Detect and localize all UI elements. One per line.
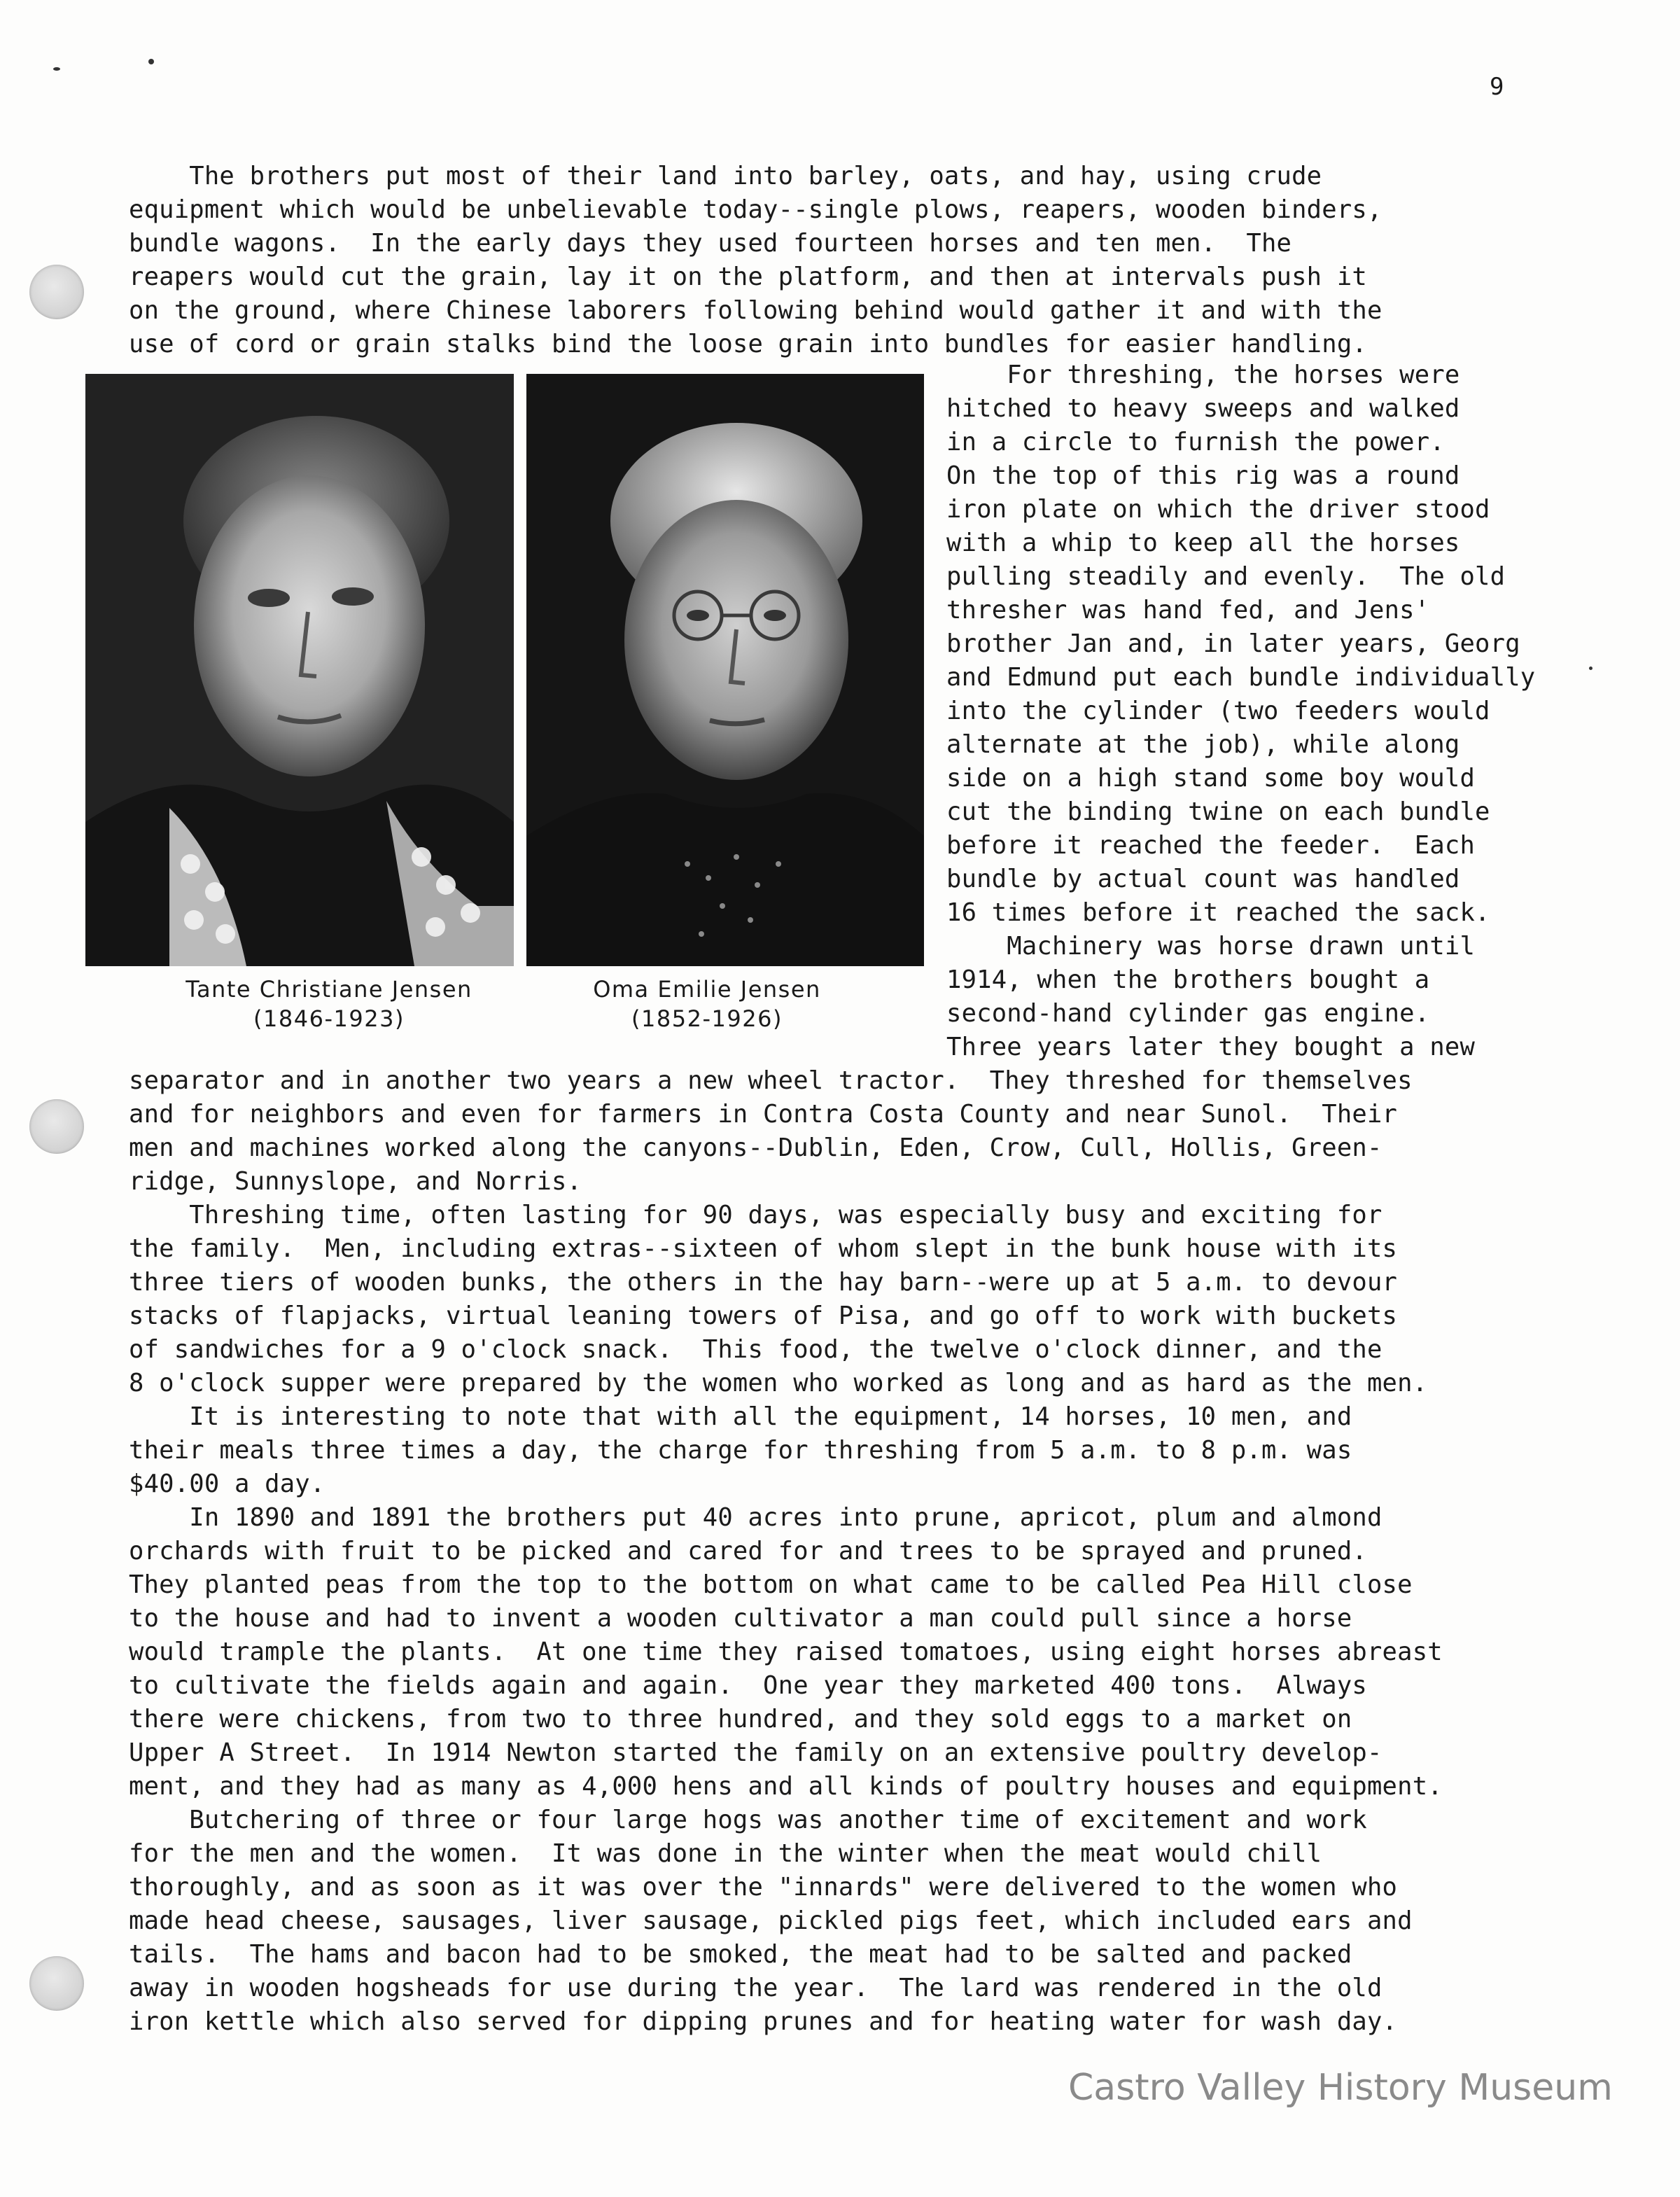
page-number: 9: [1490, 73, 1504, 101]
caption-years: (1852-1926): [631, 1005, 783, 1032]
scan-speck: [53, 67, 60, 71]
punch-hole-top: [29, 265, 84, 319]
scan-speck: [1589, 667, 1592, 670]
caption-years: (1846-1923): [253, 1005, 405, 1032]
museum-watermark: Castro Valley History Museum: [1068, 2067, 1613, 2109]
caption-name: Tante Christiane Jensen: [186, 976, 472, 1003]
punch-hole-bottom: [29, 1956, 84, 2011]
scan-speck: [148, 59, 154, 64]
punch-hole-middle: [29, 1099, 84, 1154]
caption-name: Oma Emilie Jensen: [593, 976, 821, 1003]
body-text-bottom: separator and in another two years a new wheel tractor. They threshed for themselves and for neighbors and even for farmers in Contra Costa County and near Sunol. Their men and machines worked along the canyons--Dublin, Eden, Crow, Cull, Hollis, Green- ridge, Sunnyslope, and Norris. Threshing time, often lasting for 90 days, was especially busy and exciting for the family. Men, including extras--sixteen of whom slept in the bunk house with its three tiers of wooden bunks, the others in the hay barn--were up at 5 a.m. to devour stacks of flapjacks, virtual leaning towers of Pisa, and go off to work with buckets of sandwiches for a 9 o'clock snack. This food, the twelve o'clock dinner, and the 8 o'clock supper were prepared by the women who worked as long and as hard as the men. It is interesting to note that with all the equipment, 14 horses, 10 men, and their meals three times a day, the charge for threshing from 5 a.m. to 8 p.m. was $40.00 a day. In 1890 and 1891 the brothers put 40 acres into prune, apricot, plum and almond orchards with fruit to be picked and cared for and trees to be sprayed and pruned. They planted peas from the top to the bottom on what came to be called Pea Hill close to the house and had to invent a wooden cultivator a man could pull since a horse would trample the plants. At one time they raised tomatoes, using eight horses abreast to cultivate the fields again and again. One year they marketed 400 tons. Always there were chickens, from two to three hundred, and they sold eggs to a market on Upper A Street. In 1914 Newton started the family on an extensive poultry develop- ment, and they had as many as 4,000 hens and all kinds of poultry houses and equipment. Butchering of three or four large hogs was another time of excitement and work for the men and the women. It was done in the winter when the meat would chill thoroughly, and as soon as it was over the "innards" were delivered to the women who made head cheese, sausages, liver sausage, pickled pigs feet, which included ears and tails. The hams and bacon had to be smoked, the meat had to be salted and packed away in wooden hogsheads for use during the year. The lard was rendered in the old iron kettle which also served for dipping prunes and for heating water for wash day.: [129, 1066, 1443, 2036]
photo-caption-tante-christiane: [112, 975, 546, 1033]
photo-caption-oma-emilie: [553, 975, 861, 1033]
photo-tante-christiane: [85, 374, 514, 966]
column-threshing: For threshing, the horses were hitched to heavy sweeps and walked in a circle to furnish the power. On the top of this rig was a round iron plate on which the driver stood with a whip to keep all the horses pulling steadily and evenly. The old thresher was hand fed, and Jens' brother Jan and, in later years, Georg and Edmund put each bundle individually into the cylinder (two feeders would alternate at the job), while along side on a high stand some boy would cut the binding twine on each bundle before it reached the feeder. Each bundle by actual count was handled 16 times before it reached the sack. Machinery was horse drawn until 1914, when the brothers bought a second-hand cylinder gas engine. Three years later they bought a new: [946, 361, 1536, 1061]
paragraph-equipment: The brothers put most of their land into barley, oats, and hay, using crude equipment which would be unbelievable today--single plows, reapers, wooden binders, bundle wagons. In the early days they used fourteen horses and ten men. The reapers would cut the grain, lay it on the platform, and then at intervals push it on the ground, where Chinese laborers following behind would gather it and with the use of cord or grain stalks bind the loose grain into bundles for easier handling.: [129, 162, 1382, 358]
photo-oma-emilie: [526, 374, 924, 966]
